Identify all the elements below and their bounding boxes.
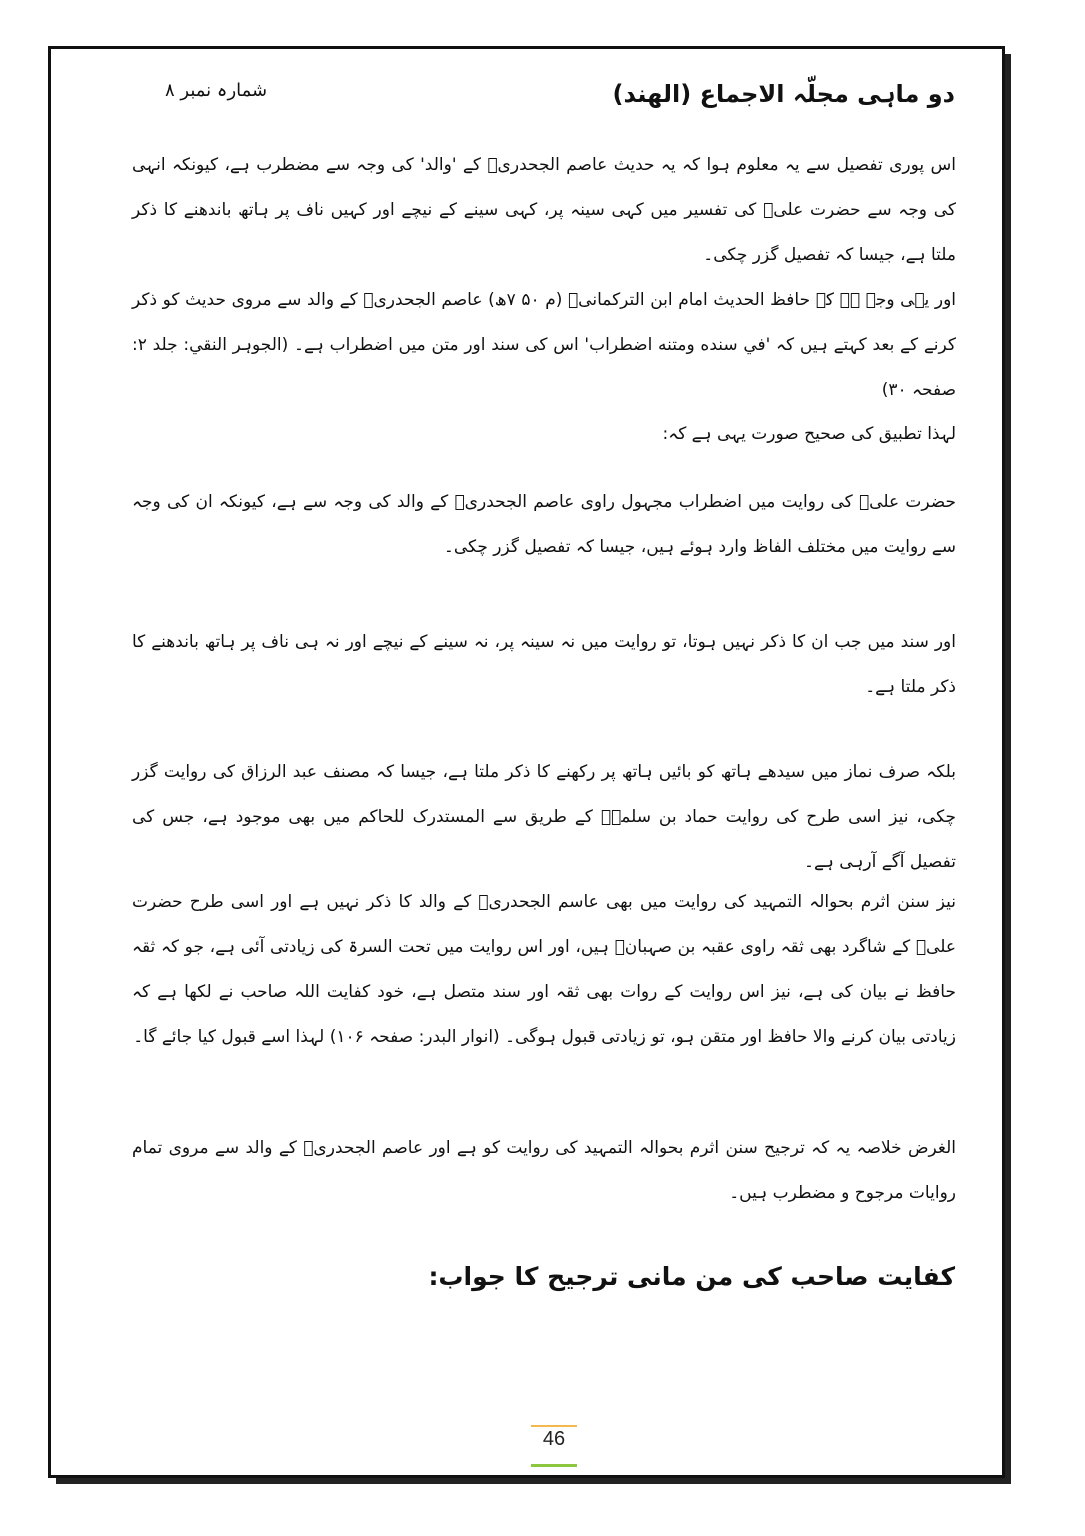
paragraph-text: لہذا تطبیق کی صحیح صورت یہی ہے کہ: xyxy=(662,424,956,444)
paragraph xyxy=(132,278,956,413)
paragraph-text: اس پوری تفصیل سے یہ معلوم ہوا کہ یہ حدیث عاصم الجحدریؒ کے 'والد' کی وجہ سے مضطرب ہے، کیونکہ انہی کی وجہ سے حضرت علیؓ کی تفسیر میں کہی سینہ پر، کہی سینے کے نیچے اور کہیں ناف پر ہاتھ باندھنے کا ذکر ملتا ہے، جیسا کہ تفصیل گزر چکی۔ xyxy=(132,155,956,265)
journal-title: دو ماہی مجلّہ الاجماع (الھند) xyxy=(612,80,955,108)
paragraph-text: الغرض خلاصہ یہ کہ ترجیح سنن اثرم بحوالہ التمہید کی روایت کو ہے اور عاصم الجحدریؒ کے والد سے مروی تمام روایات مرجوح و مضطرب ہیں۔ xyxy=(132,1138,956,1203)
paragraph-text: اور سند میں جب ان کا ذکر نہیں ہوتا، تو روایت میں نہ سینہ پر، نہ سینے کے نیچے اور نہ ہی ناف پر ہاتھ باندھنے کا ذکر ملتا ہے۔ xyxy=(132,632,956,697)
paragraph-text: بلکہ صرف نماز میں سیدھے ہاتھ کو بائیں ہاتھ پر رکھنے کا ذکر ملتا ہے، جیسا کہ مصنف عبد الرزاق کی روایت گزر چکی، نیز اسی طرح کی روایت حماد بن سلمہؒ کے طریق سے المستدرک للحاکم میں بھی موجود ہے، جس کی تفصیل آگے آرہی ہے۔ xyxy=(132,762,956,872)
paragraph-text: اور یہی وجہ ہے کہ حافظ الحدیث امام ابن الترکمانیؒ (م ۵۰ ۷ھ) عاصم الجحدریؒ کے والد سے مروی حدیث کو ذکر کرنے کے بعد کہتے ہیں کہ 'في سنده ومتنه اضطراب' اس کی سند اور متن میں اضطراب ہے۔ (الجوہر النقي: جلد ۲: صفحہ ۳۰) xyxy=(132,290,957,400)
paragraph xyxy=(132,750,956,885)
paragraph xyxy=(132,143,956,278)
paragraph xyxy=(132,480,956,570)
paragraph xyxy=(132,1126,956,1216)
page-number-top-rule xyxy=(531,1425,577,1427)
issue-number: شمارہ نمبر ۸ xyxy=(165,80,268,101)
paragraph xyxy=(132,620,956,710)
paragraph-text: حضرت علیؓ کی روایت میں اضطراب مجہول راوی عاصم الجحدریؒ کے والد کی وجہ سے ہے، کیونکہ ان کی وجہ سے روایت میں مختلف الفاظ وارد ہوئے ہیں، جیسا کہ تفصیل گزر چکی۔ xyxy=(132,492,956,557)
paragraph-text: نیز سنن اثرم بحوالہ التمہید کی روایت میں بھی عاسم الجحدریؒ کے والد کا ذکر نہیں ہے اور اسی طرح حضرت علیؓ کے شاگرد بھی ثقہ راوی عقبہ بن صہبانؒ ہیں، اور اس روایت میں تحت السرۃ کی زیادتی آئی ہے، جو کہ ثقہ حافظ نے بیان کی ہے، نیز اس روایت کے روات بھی ثقہ اور سند متصل ہے، خود کفایت اللہ صاحب نے لکھا ہے کہ زیادتی بیان کرنے والا حافظ اور متقن ہو، تو زیادتی قبول ہوگی۔ (انوار البدر: صفحہ ۱۰۶) لہذا اسے قبول کیا جائے گا۔ xyxy=(132,892,956,1047)
section-heading: کفایت صاحب کی من مانی ترجیح کا جواب: xyxy=(428,1262,955,1291)
page-number-bottom-rule xyxy=(531,1464,577,1467)
page-shadow-right xyxy=(1005,54,1011,1484)
page-number: 46 xyxy=(542,1428,566,1450)
page-shadow-bottom xyxy=(56,1478,1011,1484)
paragraph xyxy=(132,412,956,457)
paragraph xyxy=(132,880,956,1060)
